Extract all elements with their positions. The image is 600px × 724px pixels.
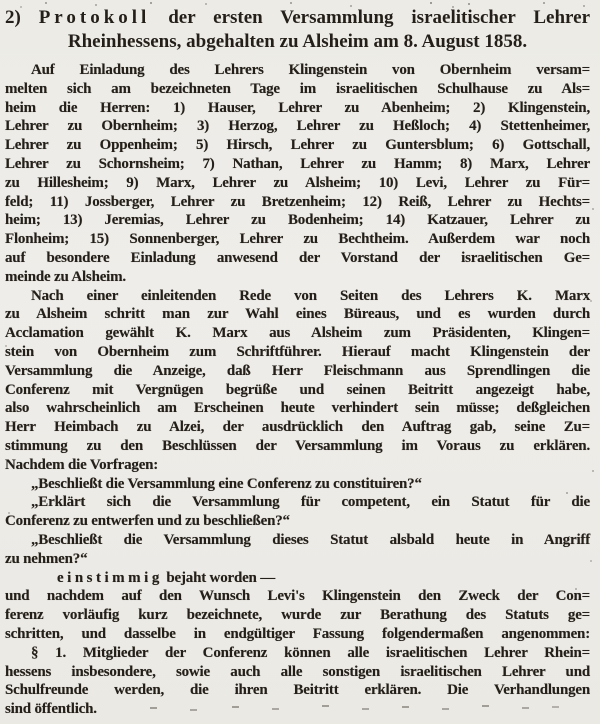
- text-line: Flonheim; 15) Sonnenberger, Lehrer zu Bechtheim. Außerdem war noch: [5, 231, 590, 248]
- title-line-1: [5, 6, 590, 30]
- text-line: „Beschließt die Versammlung dieses Statut alsbald heute in Angriff: [31, 531, 590, 548]
- text-span: bejaht worden —: [162, 569, 276, 586]
- text-line: Acclamation gewählt K. Marx aus Alsheim zum Präsidenten, Klingen=: [5, 325, 590, 342]
- text-line: Lehrer zu Schornsheim; 7) Nathan, Lehrer zu Hamm; 8) Marx, Lehrer: [5, 155, 590, 172]
- text-line: Herr Heimbach zu Alzei, der ausdrücklich den Auftrag gab, seine Zu=: [5, 419, 590, 436]
- text-line: melten sich am bezeichneten Tage im israelitischen Schulhause zu Als=: [5, 80, 590, 97]
- text-line: auf besondere Einladung anwesend der Vorstand der israelitischen Ge=: [5, 249, 590, 266]
- title-rest: der ersten Versammlung israelitischer Lehrer: [168, 7, 591, 28]
- text-line: Lehrer zu Obernheim; 3) Herzog, Lehrer zu Heßloch; 4) Stettenheimer,: [5, 118, 590, 135]
- text-line: schritten, und dasselbe in endgültiger Fassung folgendermaßen angenommen:: [5, 625, 590, 642]
- text-line: stein von Obernheim zum Schriftführer. Hierauf macht Klingenstein der: [5, 343, 590, 360]
- text-line: Auf Einladung des Lehrers Klingenstein von Obernheim versam=: [31, 62, 590, 78]
- text-line: [5, 569, 590, 588]
- title-word-spaced: Protokoll: [38, 7, 151, 28]
- text-line: Lehrer zu Oppenheim; 5) Hirsch, Lehrer zu Guntersblum; 6) Gottschall,: [5, 137, 590, 154]
- text-line: Conferenz zu entwerfen und zu beschließen?“: [5, 513, 290, 530]
- text-line: also wahrscheinlich am Erscheinen heute verhindert sein müsse; deßgleichen: [5, 400, 590, 417]
- text-line: zu nehmen?“: [5, 550, 88, 567]
- text-line: Versammlung die Anzeige, daß Herr Fleischmann aus Sprendlingen die: [5, 362, 590, 379]
- text-line: § 1. Mitglieder der Conferenz können alle israelitischen Lehrer Rhein=: [31, 644, 590, 661]
- text-line: hessens insbesondere, sowie auch alle sonstigen israelitischen Lehrer und: [5, 663, 590, 680]
- title-number: 2): [5, 7, 21, 28]
- text-line: sind öffentlich.: [5, 701, 97, 718]
- document-title: [5, 6, 590, 54]
- text-line: ferenz vorläufig kurz bezeichnete, wurde zur Berathung des Statuts ge=: [5, 607, 590, 624]
- title-line-2: Rheinhessens, abgehalten zu Alsheim am 8. August 1858.: [67, 31, 528, 52]
- text-line: Nach einer einleitenden Rede von Seiten des Lehrers K. Marx: [31, 287, 590, 304]
- text-line: meinde zu Alsheim.: [5, 268, 126, 285]
- text-line: stimmung zu den Beschlüssen der Versammlung im Voraus zu erklären.: [5, 437, 590, 454]
- text-line: feld; 11) Jossberger, Lehrer zu Bretzenheim; 12) Reiß, Lehrer zu Hechts=: [5, 193, 590, 210]
- text-line: Schulfreunde werden, die ihren Beitritt erklären. Die Verhandlungen: [5, 682, 590, 699]
- document-body: [5, 61, 590, 719]
- text-line: und nachdem auf den Wunsch Levi's Klingenstein den Zweck der Con=: [5, 588, 590, 605]
- text-line: zu Alsheim schritt man zur Wahl eines Büreaus, und es wurden durch: [5, 306, 590, 323]
- text-line: heim die Herren: 1) Hauser, Lehrer zu Abenheim; 2) Klingenstein,: [5, 99, 590, 116]
- text-line: „Beschließt die Versammlung eine Conferenz zu constituiren?“: [31, 475, 422, 492]
- text-line: zu Hillesheim; 9) Marx, Lehrer zu Alsheim; 10) Levi, Lehrer zu Für=: [5, 174, 590, 191]
- text-line: Nachdem die Vorfragen:: [5, 456, 159, 473]
- scan-noise-dashes: [0, 0, 7, 2]
- text-line: „Erklärt sich die Versammlung für competent, ein Statut für die: [31, 494, 590, 511]
- letterspaced-word: einstimmig: [57, 569, 163, 586]
- text-line: Conferenz mit Vergnügen begrüße und seinen Beitritt angezeigt habe,: [5, 381, 590, 398]
- text-line: heim; 13) Jeremias, Lehrer zu Bodenheim; 14) Katzauer, Lehrer zu: [5, 212, 590, 229]
